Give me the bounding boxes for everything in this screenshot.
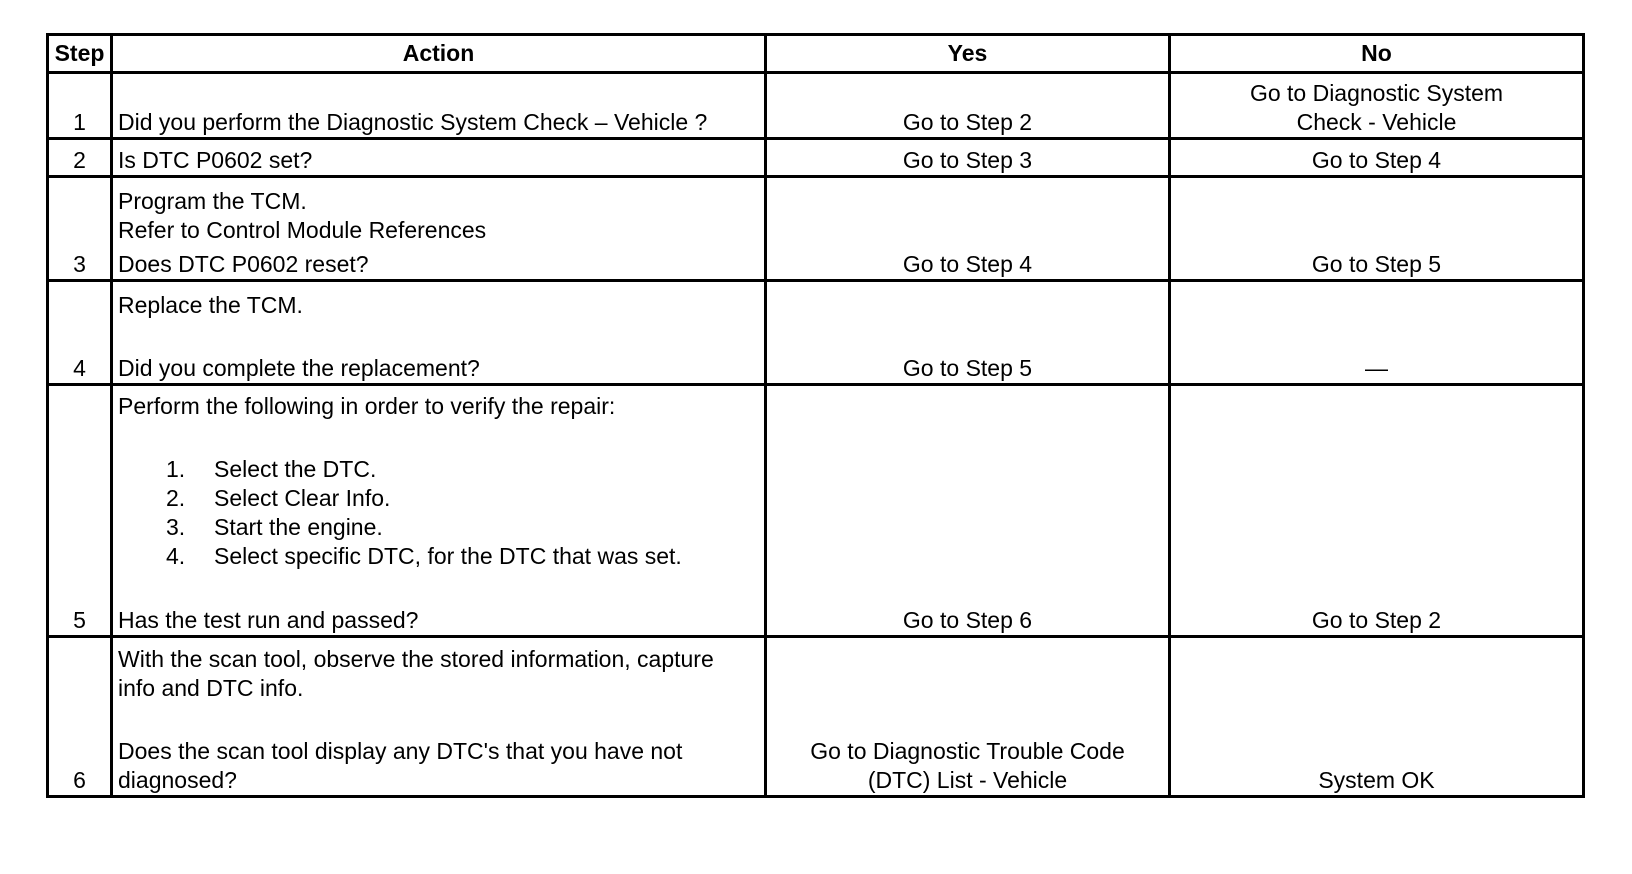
- no-text: Go to Diagnostic System: [1249, 80, 1504, 106]
- spacer: [118, 703, 759, 737]
- action-text: Perform the following in order to verify the repair:: [118, 393, 616, 419]
- yes-text: Go to Step 6: [902, 607, 1033, 633]
- no-text: Go to Step 5: [1311, 251, 1442, 277]
- table-row: [48, 385, 1584, 637]
- action-text: Did you perform the Diagnostic System Check – Vehicle ?: [118, 109, 708, 135]
- action-text: Replace the TCM.: [118, 292, 303, 318]
- action-cell: [112, 637, 766, 797]
- no-cell: [1170, 73, 1584, 139]
- no-cell: [1170, 177, 1584, 281]
- spacer: [118, 571, 759, 606]
- yes-text: Go to Step 2: [902, 109, 1033, 135]
- action-text: Refer to Control Module References: [118, 217, 487, 243]
- no-cell: [1170, 637, 1584, 797]
- action-cell: [112, 139, 766, 177]
- action-text: With the scan tool, observe the stored information, capture: [118, 646, 714, 672]
- action-cell: [112, 281, 766, 385]
- no-text: Go to Step 4: [1311, 147, 1442, 173]
- spacer: [118, 320, 759, 349]
- list-text: Select Clear Info.: [214, 485, 391, 511]
- action-text: diagnosed?: [118, 767, 237, 793]
- no-cell: [1170, 139, 1584, 177]
- yes-cell: [766, 637, 1170, 797]
- yes-cell: [766, 177, 1170, 281]
- no-text: System OK: [1318, 767, 1435, 793]
- table-row: [48, 177, 1584, 281]
- yes-cell: [766, 139, 1170, 177]
- step-number: 6: [48, 637, 112, 797]
- step-number: 2: [48, 139, 112, 177]
- list-text: Select the DTC.: [214, 456, 377, 482]
- table-row: [48, 139, 1584, 177]
- list-item: [166, 542, 759, 571]
- header-row: [48, 35, 1584, 73]
- yes-text: Go to Step 4: [902, 251, 1033, 277]
- yes-text: Go to Step 3: [902, 147, 1033, 173]
- spacer: [118, 421, 759, 455]
- header-yes: Yes: [766, 35, 1170, 73]
- list-number: 2.: [166, 485, 186, 511]
- step-number: 1: [48, 73, 112, 139]
- table-row: [48, 637, 1584, 797]
- step-number: 5: [48, 385, 112, 637]
- action-text: Does DTC P0602 reset?: [118, 251, 369, 277]
- list-item: [166, 455, 759, 484]
- table-row: [48, 73, 1584, 139]
- header-action: Action: [112, 35, 766, 73]
- no-text: —: [1365, 355, 1388, 381]
- procedure-list: [118, 455, 759, 571]
- no-text: Go to Step 2: [1311, 607, 1442, 633]
- no-cell: [1170, 281, 1584, 385]
- list-number: 3.: [166, 514, 186, 540]
- action-text: Is DTC P0602 set?: [118, 147, 313, 173]
- action-cell: [112, 385, 766, 637]
- action-text: Does the scan tool display any DTC's that you have not: [118, 738, 683, 764]
- list-text: Start the engine.: [214, 514, 383, 540]
- yes-cell: [766, 73, 1170, 139]
- no-text: Check - Vehicle: [1296, 109, 1457, 135]
- action-text: Did you complete the replacement?: [118, 355, 480, 381]
- action-text: info and DTC info.: [118, 675, 304, 701]
- step-number: 4: [48, 281, 112, 385]
- list-item: [166, 513, 759, 542]
- yes-text: Go to Step 5: [902, 355, 1033, 381]
- yes-text: Go to Diagnostic Trouble Code: [810, 738, 1125, 764]
- action-cell: [112, 73, 766, 139]
- list-item: [166, 484, 759, 513]
- list-number: 4.: [166, 543, 186, 569]
- action-text: Program the TCM.: [118, 188, 307, 214]
- yes-cell: [766, 281, 1170, 385]
- table-row: [48, 281, 1584, 385]
- list-number: 1.: [166, 456, 186, 482]
- header-no: No: [1170, 35, 1584, 73]
- step-number: 3: [48, 177, 112, 281]
- header-step: Step: [48, 35, 112, 73]
- yes-cell: [766, 385, 1170, 637]
- yes-text: (DTC) List - Vehicle: [867, 767, 1068, 793]
- no-cell: [1170, 385, 1584, 637]
- action-cell: [112, 177, 766, 281]
- action-text: Has the test run and passed?: [118, 607, 419, 633]
- diagnostic-table: [46, 33, 1585, 798]
- list-text: Select specific DTC, for the DTC that was set.: [214, 543, 682, 569]
